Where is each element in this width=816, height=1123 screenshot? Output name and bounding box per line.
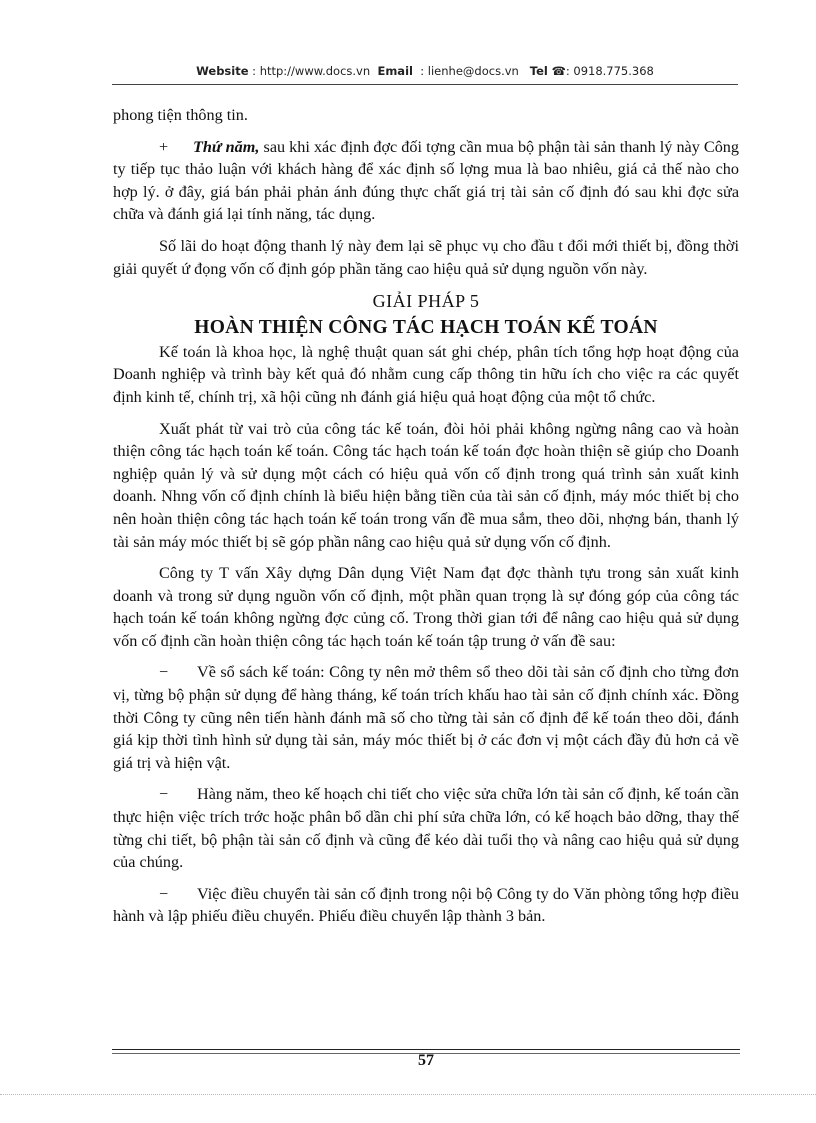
dash-marker: −: [159, 884, 169, 903]
phone-icon: ☎: [551, 64, 566, 78]
section-number-title: GIẢI PHÁP 5: [372, 291, 480, 312]
paragraph-2-lead: Thứ năm,: [193, 137, 260, 156]
page-number: 57: [418, 1052, 434, 1069]
dash-marker: −: [159, 785, 169, 804]
document-body: [113, 104, 739, 928]
plus-marker: +: [159, 137, 169, 156]
section-title: HOÀN THIỆN CÔNG TÁC HẠCH TOÁN KẾ TOÁN: [194, 316, 658, 338]
email-value: : lienhe@docs.vn: [420, 64, 519, 78]
list-item-1-text: Về sổ sách kế toán: Công ty nên mở thêm sổ theo dõi tài sản cố định cho từng đơn vị, từng bộ phận sử dụng để hàng tháng, kế toán trích khấu hao tài sản cố định chính xác. Đồng thời Công ty cũng nên tiến hành đánh mã số cho từng tài sản cố định để kế toán theo dõi, đánh giá kịp thời tình hình sử dụng tài sản, máy móc thiết bị ở các đơn vị một cách đầy đủ hơn cả về giá trị và hiện vật.: [113, 663, 739, 772]
paragraph-4: Kế toán là khoa học, là nghệ thuật quan sát ghi chép, phân tích tổng hợp hoạt động của Doanh nghiệp và trình bày kết quả đó nhằm cung cấp thông tin hữu ích cho việc ra các quyết định kinh tế, chính trị, xã hội cũng nh đánh giá hiệu quả hoạt động của một tổ chức.: [113, 342, 739, 406]
paragraph-3: Số lãi do hoạt động thanh lý này đem lại sẽ phục vụ cho đầu t đổi mới thiết bị, đồng thời giải quyết ứ đọng vốn cố định góp phần tăng cao hiệu quả sử dụng nguồn vốn này.: [113, 236, 739, 278]
list-item-3: [113, 883, 739, 928]
header-divider: [112, 84, 738, 85]
website-label: Website: [196, 64, 249, 78]
list-item-1: [113, 661, 739, 774]
tel-value: : 0918.775.368: [565, 64, 654, 78]
tel-label: Tel: [529, 64, 548, 78]
page-bottom-dotted-line: [0, 1094, 816, 1095]
email-label: Email: [377, 64, 413, 78]
paragraph-2-text: sau khi xác định đợc đối tợng cần mua bộ phận tài sản thanh lý này Công ty tiếp tục thảo luận với khách hàng để xác định số lợng mua là bao nhiêu, giá cả thế nào cho hợp lý. ở đây, giá bán phải phản ánh đúng thực chất giá trị tài sản cố định đó sau khi đợc sửa chữa và đánh giá lại tính năng, tác dụng.: [113, 137, 739, 224]
list-item-3-text: Việc điều chuyển tài sản cố định trong nội bộ Công ty do Văn phòng tổng hợp điều hành và lập phiếu điều chuyển. Phiếu điều chuyển lập thành 3 bản.: [113, 884, 739, 926]
paragraph-2: [113, 136, 739, 226]
footer-divider-thick: [112, 1049, 740, 1050]
page-header: [112, 64, 738, 78]
paragraph-1: phong tiện thông tin.: [113, 106, 248, 124]
paragraph-5: Xuất phát từ vai trò của công tác kế toán, đòi hỏi phải không ngừng nâng cao và hoàn thiện công tác hạch toán kế toán. Công tác hạch toán kế toán đợc hoàn thiện sẽ giúp cho Doanh nghiệp quản lý và sử dụng một cách có hiệu quả vốn cố định trong quá trình sản xuất kinh doanh. Nhng vốn cố định chính là biểu hiện bằng tiền của tài sản cố định, máy móc thiết bị cho nên hoàn thiện công tác hạch toán kế toán trong vấn đề mua sắm, theo dõi, nhợng bán, thanh lý tài sản máy móc thiết bị sẽ góp phần nâng cao hiệu quả sử dụng vốn cố định.: [113, 419, 739, 551]
list-item-2-text: Hàng năm, theo kế hoạch chi tiết cho việc sửa chữa lớn tài sản cố định, kế toán cần thực hiện việc trích trớc hoặc phân bổ dần chi phí sửa chữa lớn, có kế hoạch bảo dỡng, thay thế từng chi tiết, bộ phận tài sản cố định và cũng để kéo dài tuổi thọ và nâng cao hiệu quả sử dụng của chúng.: [113, 785, 739, 872]
list-item-2: [113, 783, 739, 873]
paragraph-6: Công ty T vấn Xây dựng Dân dụng Việt Nam đạt đợc thành tựu trong sản xuất kinh doanh và trong sử dụng nguồn vốn cố định, một phần quan trọng là sự đóng góp của công tác hạch toán kế toán không ngừng đợc củng cố. Trong thời gian tới để nâng cao hiệu quả sử dụng vốn cố định cần hoàn thiện công tác hạch toán kế toán tập trung ở vấn đề sau:: [113, 564, 739, 650]
dash-marker: −: [159, 663, 169, 682]
website-value: : http://www.docs.vn: [252, 64, 371, 78]
